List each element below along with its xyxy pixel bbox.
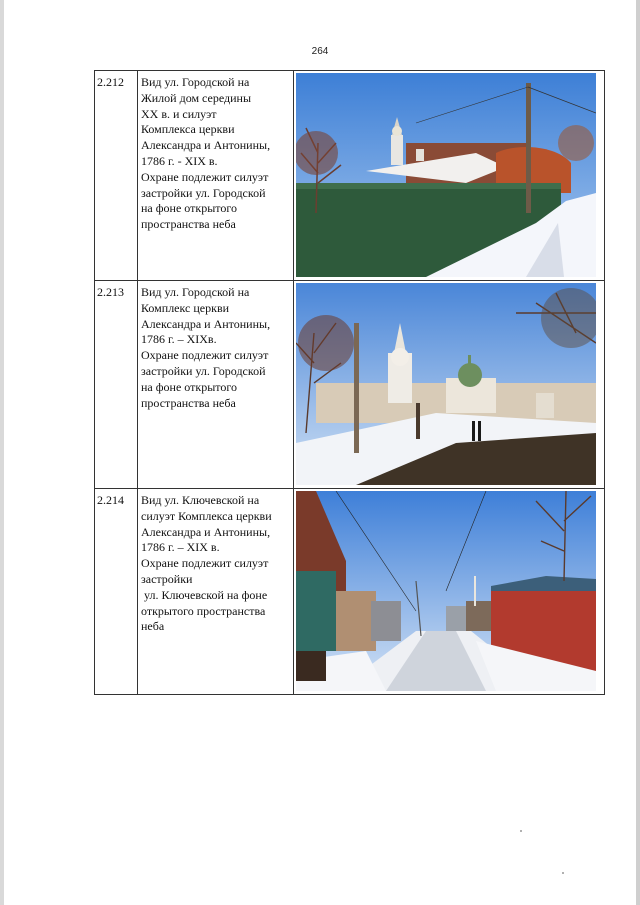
photo-cell	[294, 71, 605, 281]
description-line: 1786 г. – XIXв.	[141, 332, 217, 347]
row-description	[138, 71, 294, 281]
description-line: открытого пространства	[141, 603, 266, 618]
kluchevskaya-street-photo	[296, 491, 596, 691]
description-line: Вид ул. Городской на	[141, 75, 250, 89]
scan-speck	[520, 830, 522, 832]
description-line: Вид ул. Ключевской на	[141, 493, 260, 507]
description-line: Александра и Антонины,	[141, 138, 271, 153]
street-church-photo	[296, 73, 596, 277]
description-line: застройки	[141, 571, 193, 586]
photo-cell	[294, 489, 605, 695]
description-line: застройки ул. Городской	[141, 185, 266, 200]
description-line: 1786 г. - XIX в.	[141, 153, 218, 168]
description-line: пространства неба	[141, 395, 236, 410]
row-number: 2.212	[95, 71, 138, 281]
row-description	[138, 489, 294, 695]
scan-speck	[562, 872, 564, 874]
description-line: Охране подлежит силуэт	[141, 348, 269, 363]
description-line: застройки ул. Городской	[141, 363, 266, 378]
photo-cell	[294, 281, 605, 489]
description-line: на фоне открытого	[141, 201, 237, 216]
table-row	[95, 489, 605, 695]
description-line: Вид ул. Городской на	[141, 285, 250, 299]
page-number: 264	[311, 46, 329, 57]
description-line: пространства неба	[141, 217, 236, 232]
description-line: 1786 г. – XIX в.	[141, 540, 220, 555]
row-number: 2.213	[95, 281, 138, 489]
row-description	[138, 281, 294, 489]
description-line: силуэт Комплекса церкви	[141, 508, 272, 523]
church-complex-photo	[296, 283, 596, 485]
description-line: ул. Ключевской на фоне	[141, 587, 268, 602]
photo-table	[94, 70, 605, 695]
description-line: неба	[141, 619, 165, 634]
row-number: 2.214	[95, 489, 138, 695]
table-row	[95, 281, 605, 489]
scan-left-edge	[0, 0, 4, 905]
description-line: Жилой дом середины	[141, 90, 252, 105]
description-line: Комплекса церкви	[141, 122, 235, 137]
description-line: XX в. и силуэт	[141, 106, 217, 121]
description-line: Охране подлежит силуэт	[141, 169, 269, 184]
description-line: Александра и Антонины,	[141, 524, 271, 539]
description-line: Александра и Антонины,	[141, 316, 271, 331]
description-line: на фоне открытого	[141, 379, 237, 394]
description-line: Охране подлежит силуэт	[141, 556, 269, 571]
scan-right-edge	[636, 0, 640, 905]
description-line: Комплекс церкви	[141, 300, 230, 315]
table-row	[95, 71, 605, 281]
